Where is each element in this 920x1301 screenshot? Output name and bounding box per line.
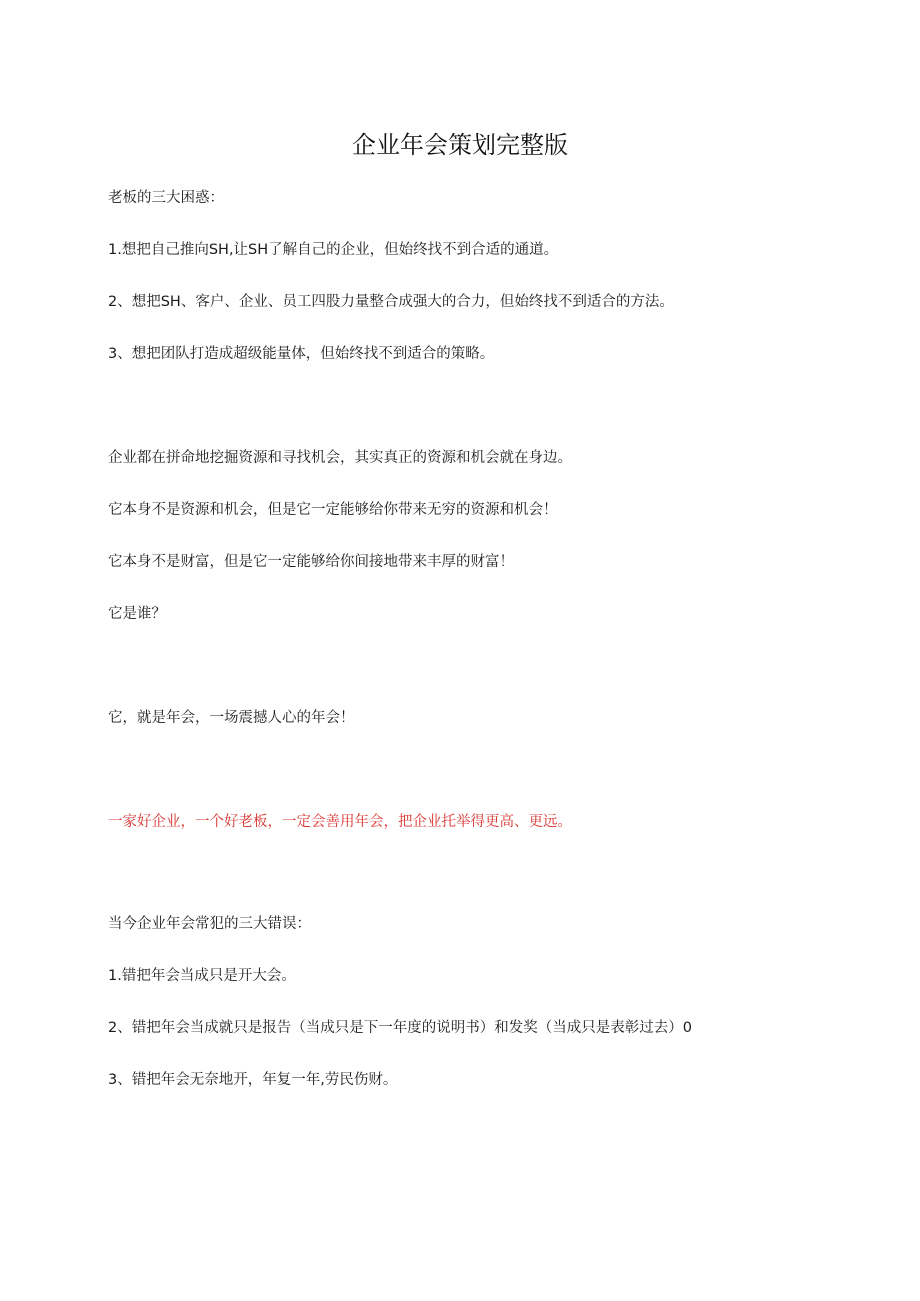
paragraph-not-wealth: 它本身不是财富，但是它一定能够给你间接地带来丰厚的财富！ bbox=[108, 554, 514, 570]
paragraph-confusion-3: 3、想把团队打造成超级能量体，但始终找不到适合的策略。 bbox=[108, 346, 495, 362]
paragraph-resources: 企业都在拼命地挖掘资源和寻找机会，其实真正的资源和机会就在身边。 bbox=[108, 450, 572, 466]
paragraph-mistake-3: 3、错把年会无奈地开，年复一年,劳民伤财。 bbox=[108, 1072, 398, 1088]
paragraph-boss-confusions-heading: 老板的三大困惑： bbox=[108, 190, 224, 206]
paragraph-confusion-1: 1.想把自己推向SH,让SH了解自己的企业，但始终找不到合适的通道。 bbox=[108, 242, 559, 258]
paragraph-mistake-1: 1.错把年会当成只是开大会。 bbox=[108, 968, 296, 984]
paragraph-highlight: 一家好企业，一个好老板，一定会善用年会，把企业托举得更高、更远。 bbox=[108, 814, 572, 830]
paragraph-mistakes-heading: 当今企业年会常犯的三大错误： bbox=[108, 916, 311, 932]
paragraph-annual-meeting: 它，就是年会，一场震撼人心的年会！ bbox=[108, 710, 355, 726]
paragraph-who-is-it: 它是谁？ bbox=[108, 606, 166, 622]
paragraph-confusion-2: 2、想把SH、客户、企业、员工四股力量整合成强大的合力，但始终找不到适合的方法。 bbox=[108, 294, 674, 310]
document-title: 企业年会策划完整版 bbox=[352, 131, 568, 159]
paragraph-not-resources: 它本身不是资源和机会，但是它一定能够给你带来无穷的资源和机会！ bbox=[108, 502, 558, 518]
paragraph-mistake-2: 2、错把年会当成就只是报告（当成只是下一年度的说明书）和发奖（当成只是表彰过去）0 bbox=[108, 1020, 692, 1036]
